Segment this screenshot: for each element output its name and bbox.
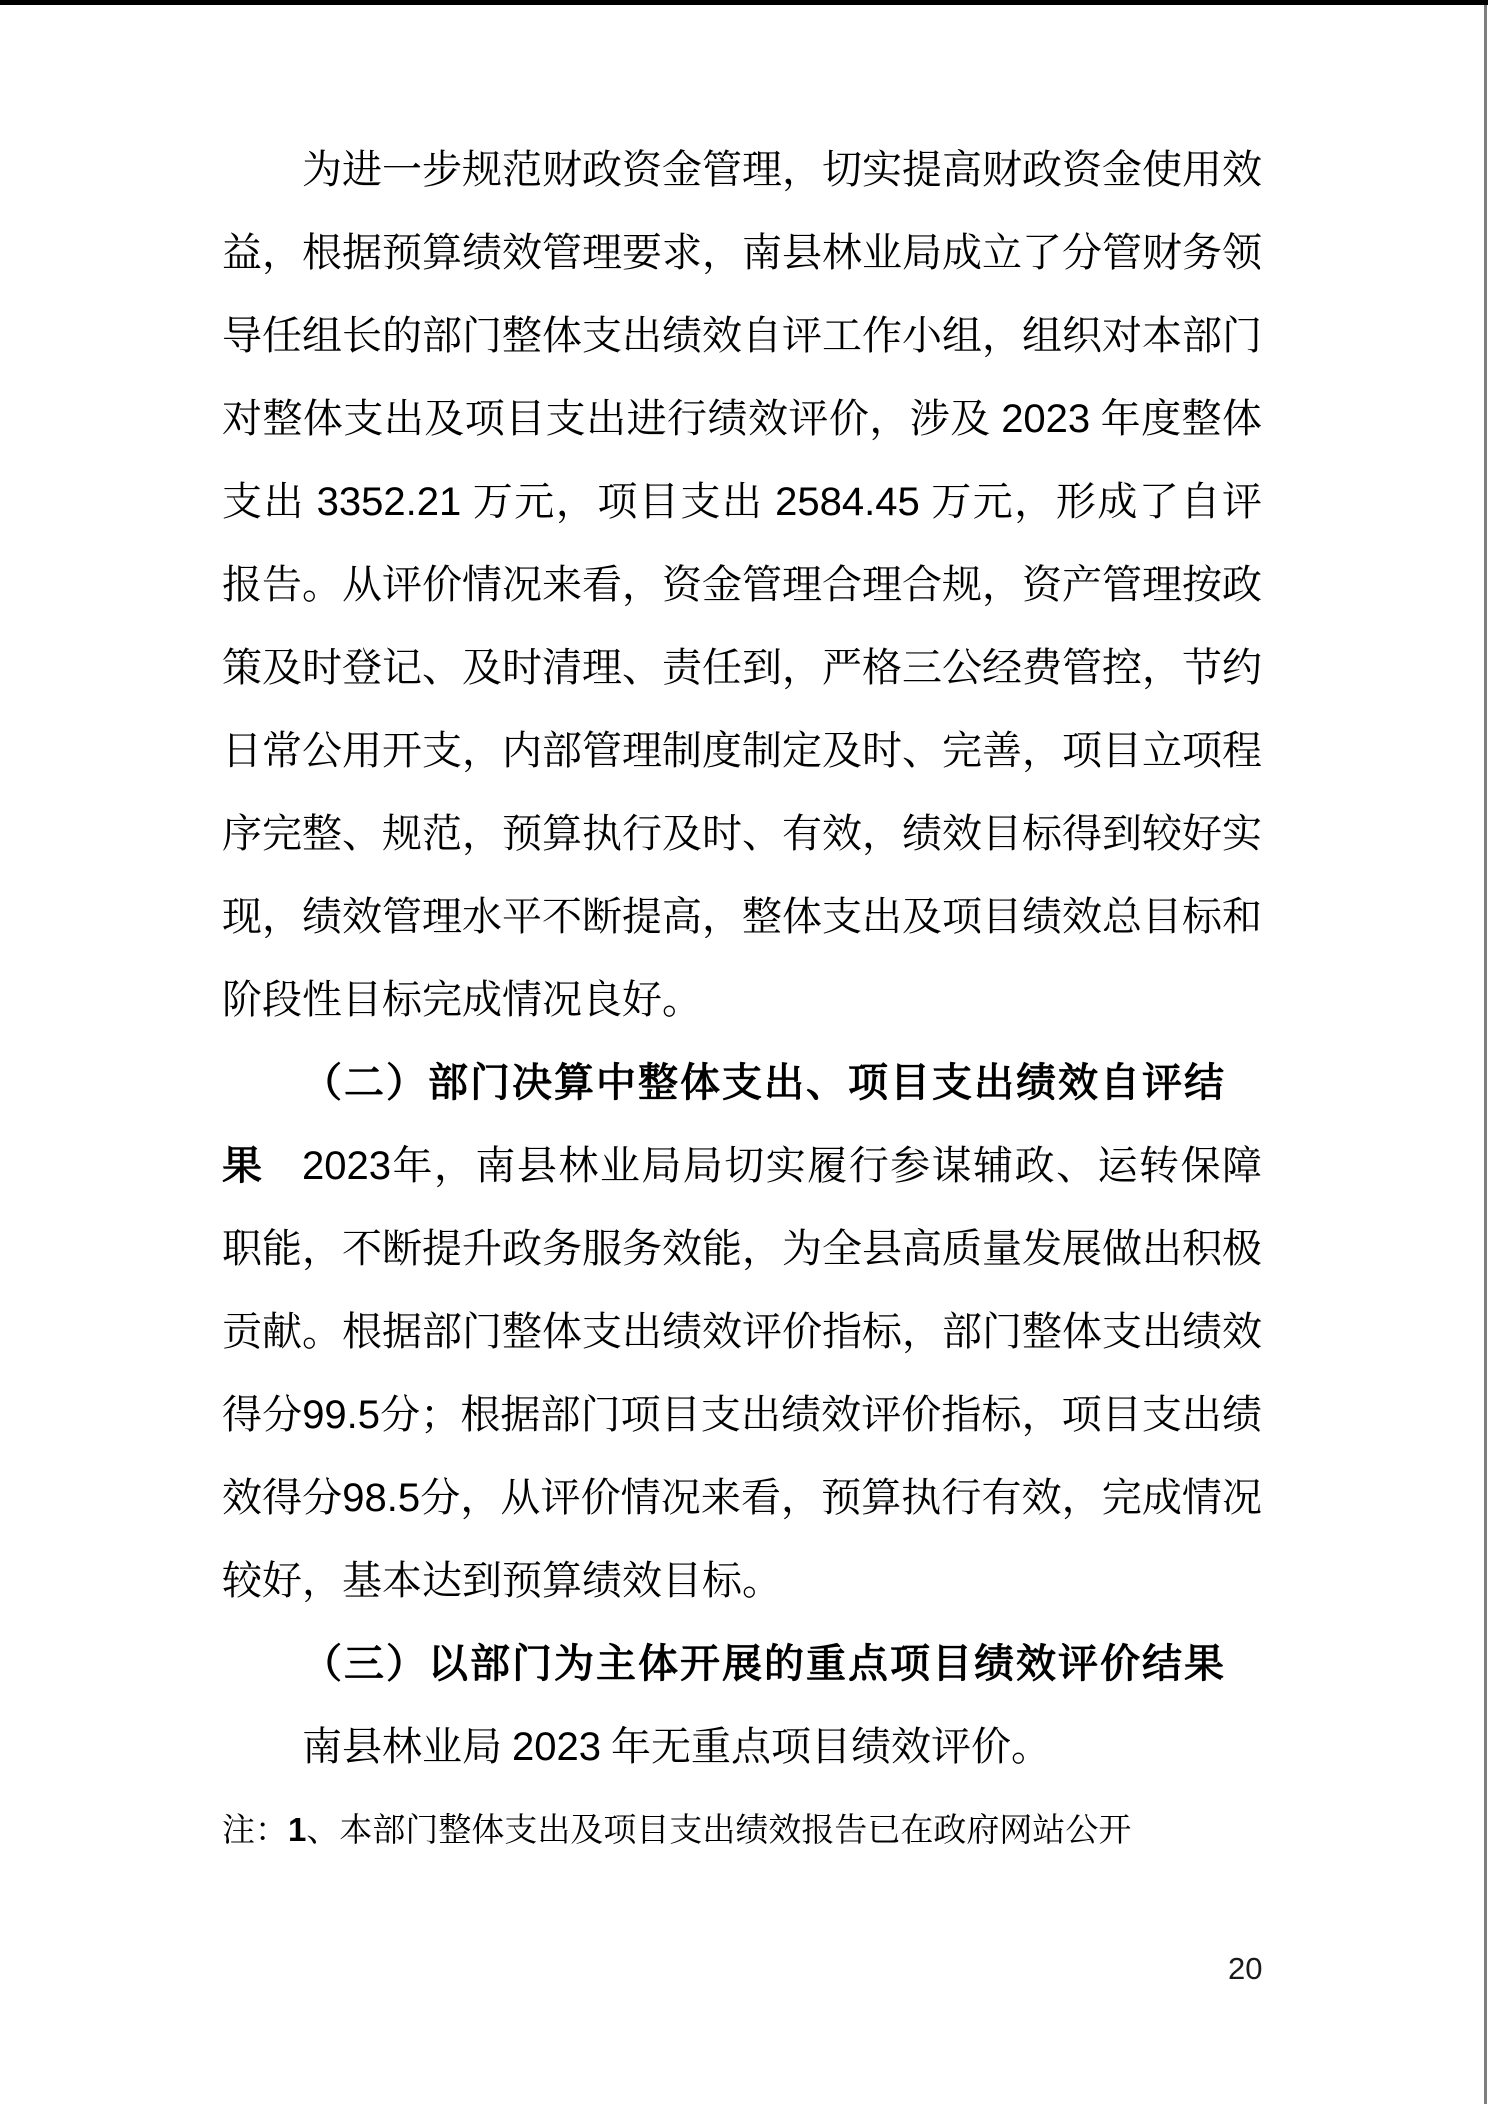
- paragraph-1-line: 支出 3352.21 万元，项目支出 2584.45 万元，形成了自评: [222, 479, 1263, 524]
- paragraph-1-line: 日常公用开支，内部管理制度制定及时、完善，项目立项程: [222, 728, 1262, 773]
- paragraph-2-line: 职能，不断提升政务服务效能，为全县高质量发展做出积极: [222, 1226, 1262, 1271]
- paragraph-1-line: 阶段性目标完成情况良好。: [222, 977, 702, 1022]
- paragraph-1-line: 序完整、规范，预算执行及时、有效，绩效目标得到较好实: [222, 811, 1262, 856]
- page-top-border: [0, 0, 1488, 5]
- page-right-border: [1484, 5, 1487, 2104]
- paragraph-2-line: 贡献。根据部门整体支出绩效评价指标，部门整体支出绩效: [222, 1309, 1262, 1354]
- paragraph-2-line: 2023年，南县林业局局切实履行参谋辅政、运转保障: [302, 1143, 1262, 1188]
- paragraph-2-line: 较好，基本达到预算绩效目标。: [222, 1558, 782, 1603]
- paragraph-1-line: 报告。从评价情况来看，资金管理合理合规，资产管理按政: [222, 562, 1262, 607]
- page-content: [222, 128, 1262, 1871]
- paragraph-1-line: 益，根据预算绩效管理要求，南县林业局成立了分管财务领: [222, 230, 1262, 275]
- paragraph-1-line: 策及时登记、及时清理、责任到，严格三公经费管控，节约: [222, 645, 1262, 690]
- section-heading-3: （三）以部门为主体开展的重点项目绩效评价结果: [302, 1641, 1226, 1686]
- paragraph-3-line: 南县林业局 2023 年无重点项目绩效评价。: [302, 1724, 1051, 1769]
- section-heading-2: （二）部门决算中整体支出、项目支出绩效自评结果: [222, 1060, 1226, 1188]
- paragraph-1-line: 现，绩效管理水平不断提高，整体支出及项目绩效总目标和: [222, 894, 1262, 939]
- page-number: 20: [1228, 1951, 1263, 1986]
- paragraph-1-line: 导任组长的部门整体支出绩效自评工作小组，组织对本部门: [222, 313, 1262, 358]
- paragraph-1-line: 为进一步规范财政资金管理，切实提高财政资金使用效: [302, 147, 1262, 192]
- paragraph-2-line: 效得分98.5分，从评价情况来看，预算执行有效，完成情况: [222, 1475, 1263, 1520]
- footnote-line: 注：1、本部门整体支出及项目支出绩效报告已在政府网站公开: [222, 1811, 1132, 1849]
- paragraph-2-line: 得分99.5分；根据部门项目支出绩效评价指标，项目支出绩: [222, 1392, 1263, 1437]
- paragraph-1-line: 对整体支出及项目支出进行绩效评价，涉及 2023 年度整体: [222, 396, 1263, 441]
